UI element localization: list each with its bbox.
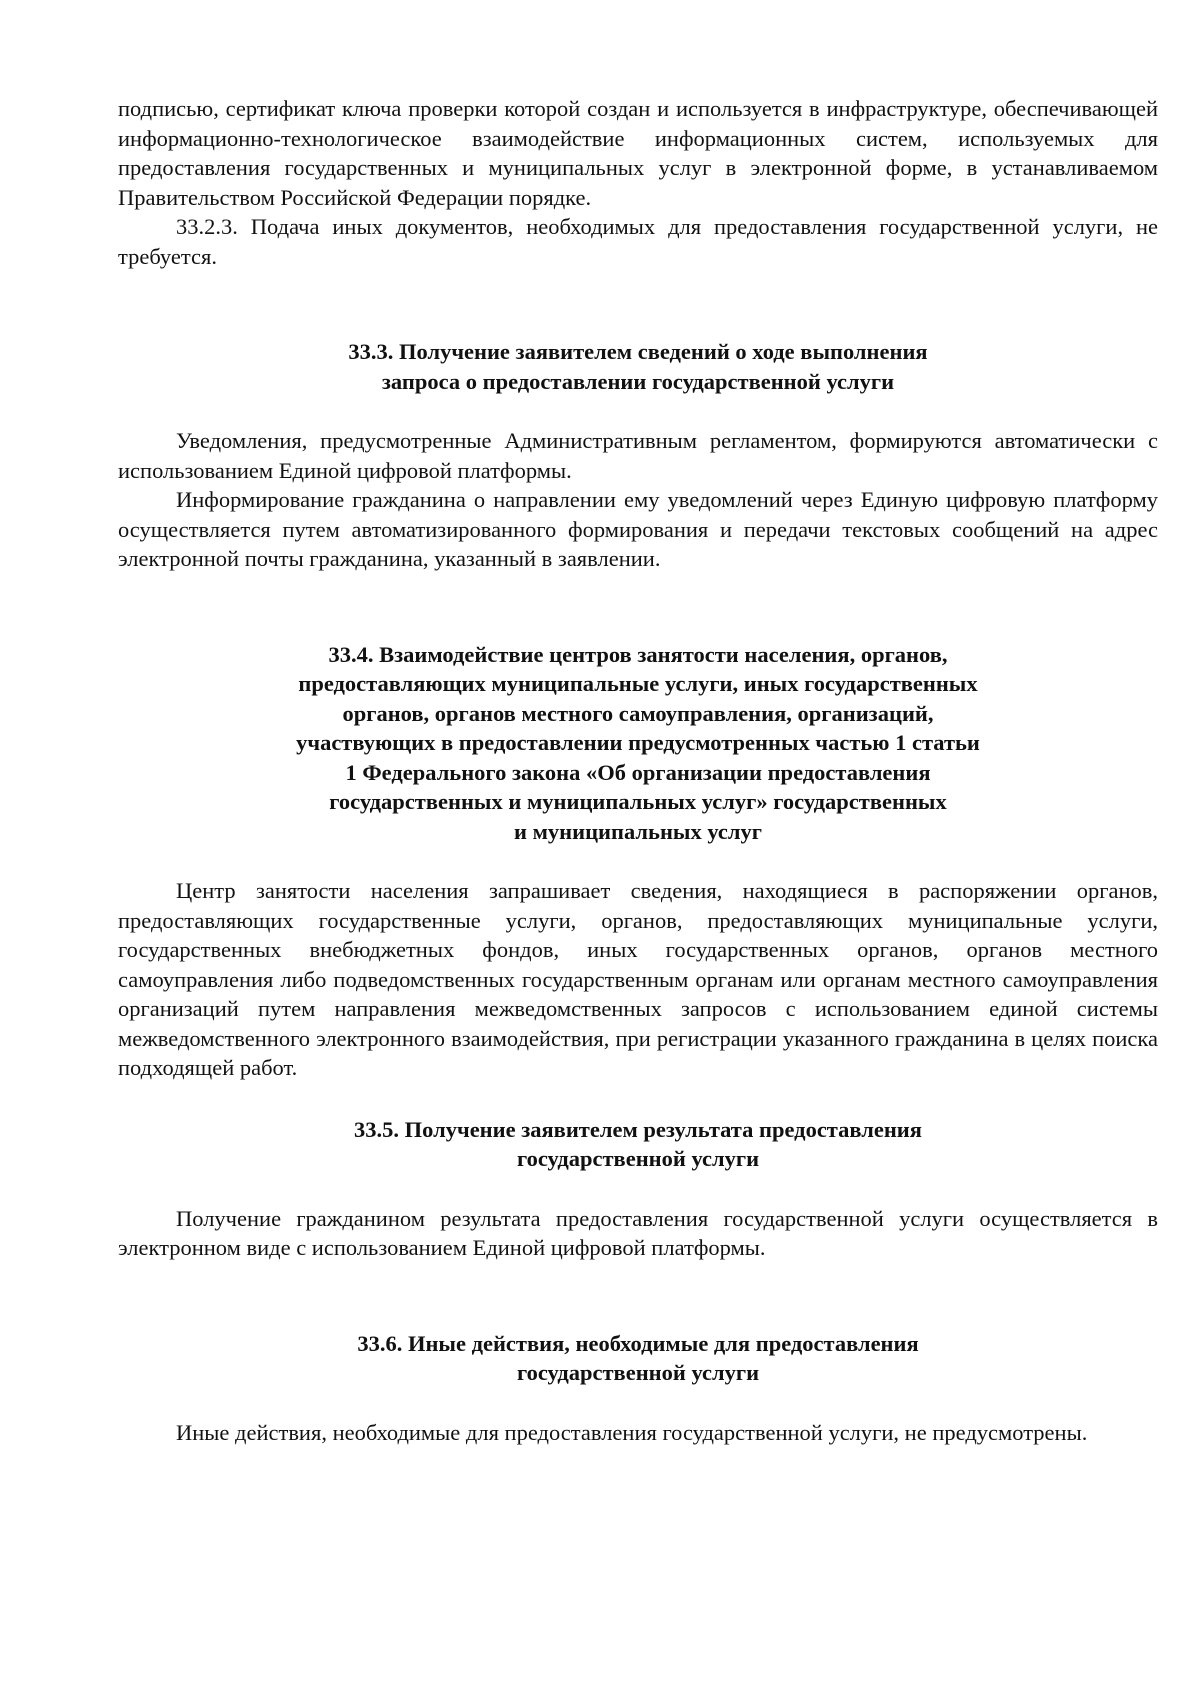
section-heading-33-5 xyxy=(118,1115,1158,1174)
section-33-6-paragraph-1: Иные действия, необходимые для предоставления государственной услуги, не предусмотрены. xyxy=(176,1419,1088,1445)
heading-line: органов, органов местного самоуправления, организаций, xyxy=(342,700,934,726)
section-33-3-paragraph-1: Уведомления, предусмотренные Административным регламентом, формируются автоматически с использованием Единой цифровой платформы. xyxy=(118,428,1158,483)
heading-line: 33.4. Взаимодействие центров занятости населения, органов, xyxy=(328,641,948,667)
intro-continuation-paragraph: подписью, сертификат ключа проверки которой создан и используется в инфраструктуре, обеспечивающей информационно-технологическое взаимодействие информационных систем, используемых для предоставления государственных и муниципальных услуг в электронной форме, в устанавливаемом Правительством Российской Федерации порядке. xyxy=(118,96,1158,210)
section-heading-33-6 xyxy=(118,1329,1158,1388)
heading-line: государственных и муниципальных услуг» государственных xyxy=(329,789,947,814)
heading-line: запроса о предоставлении государственной услуги xyxy=(381,368,895,394)
heading-line: участвующих в предоставлении предусмотренных частью 1 статьи xyxy=(296,730,980,755)
heading-line: государственной услуги xyxy=(516,1146,760,1171)
section-33-3-paragraph-2: Информирование гражданина о направлении ему уведомлений через Единую цифровую платформу осуществляется путем автоматизированного формирования и передачи текстовых сообщений на адрес электронной почты гражданина, указанный в заявлении. xyxy=(118,487,1158,571)
heading-line: 33.3. Получение заявителем сведений о ходе выполнения xyxy=(348,339,928,364)
section-33-4-paragraph-1: Центр занятости населения запрашивает сведения, находящиеся в распоряжении органов, предоставляющих государственные услуги, органов, предоставляющих муниципальные услуги, государственных внебюджетных фондов, иных государственных органов, органов местного самоуправления либо подведомственных государственным органам или органам местного самоуправления организаций путем направления межведомственных запросов с использованием единой системы межведомственного электронного взаимодействия, при регистрации указанного гражданина в целях поиска подходящей работ. xyxy=(118,878,1158,1080)
section-heading-33-4 xyxy=(118,640,1158,847)
heading-line: государственной услуги xyxy=(516,1360,760,1385)
section-heading-33-3 xyxy=(118,337,1158,396)
heading-line: 33.5. Получение заявителем результата предоставления xyxy=(354,1116,922,1142)
heading-line: 33.6. Иные действия, необходимые для предоставления xyxy=(357,1330,919,1356)
paragraph-33-2-3: 33.2.3. Подача иных документов, необходимых для предоставления государственной услуги, не требуется. xyxy=(118,214,1158,269)
heading-line: 1 Федерального закона «Об организации предоставления xyxy=(345,759,931,785)
heading-line: и муниципальных услуг xyxy=(514,818,762,844)
document-page xyxy=(118,0,1158,1447)
section-33-5-paragraph-1: Получение гражданином результата предоставления государственной услуги осуществляется в электронном виде с использованием Единой цифровой платформы. xyxy=(118,1205,1158,1260)
heading-line: предоставляющих муниципальные услуги, иных государственных xyxy=(298,671,978,696)
